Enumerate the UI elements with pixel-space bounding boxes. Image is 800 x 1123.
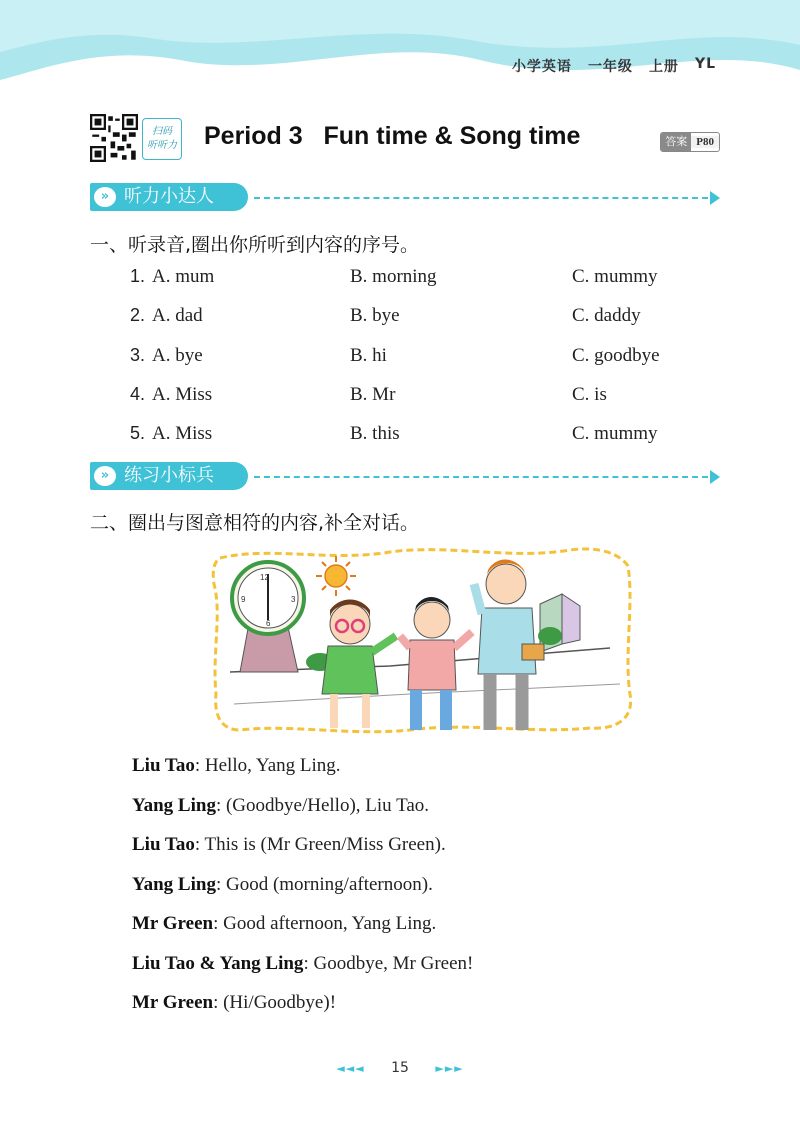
header-wave-decoration [0, 0, 800, 110]
question-number: 4. [130, 384, 146, 404]
banner-pill [90, 183, 248, 211]
chevron-icon: » [94, 466, 116, 486]
option-c[interactable]: C. mummy [572, 266, 658, 287]
option-b[interactable]: B. morning [350, 266, 437, 287]
dialogue-line [132, 755, 341, 777]
instruction-1: 一、听录音,圈出你所听到内容的序号。 [90, 234, 420, 256]
speaker-colon: : [194, 834, 205, 855]
page-title: Period 3 Fun time & Song time [204, 122, 581, 150]
question-number: 5. [130, 423, 146, 443]
page-number: 15 [391, 1060, 409, 1076]
instruction-2: 二、圈出与图意相符的内容,补全对话。 [90, 512, 420, 534]
banner-dashed-line [254, 476, 708, 478]
dialogue-line [132, 953, 473, 975]
dialogue-line [132, 795, 429, 817]
speaker-colon: : [303, 952, 314, 974]
banner-label: 练习小标兵 [124, 465, 214, 486]
speaker-colon: : [215, 794, 226, 816]
dialogue-line [132, 834, 446, 856]
dialogue-text[interactable]: This is (Mr Green/Miss Green). [204, 834, 446, 855]
edition-label: YL [694, 56, 716, 72]
option-a[interactable]: A. dad [152, 305, 203, 326]
arrow-right-icon [710, 191, 720, 205]
speaker-colon: : [213, 913, 224, 934]
banner-pill [90, 462, 248, 490]
chevron-icon: » [94, 187, 116, 207]
speaker-name: Liu Tao [132, 834, 195, 855]
illustration-greeting [210, 544, 636, 736]
arrow-right-icon [710, 470, 720, 484]
dialogue-line [132, 874, 433, 896]
dialogue-text[interactable]: Goodbye, Mr Green! [313, 952, 474, 974]
answer-badge [660, 132, 720, 152]
answer-page: P80 [691, 136, 719, 148]
speaker-name: Mr Green [132, 913, 214, 934]
option-b[interactable]: B. hi [350, 345, 387, 366]
speaker-name: Liu Tao [132, 755, 195, 776]
title-row [90, 114, 720, 170]
option-b[interactable]: B. bye [350, 305, 400, 326]
dialogue-text[interactable]: (Goodbye/Hello), Liu Tao. [225, 794, 430, 816]
question-number: 2. [130, 305, 146, 325]
question-row [130, 266, 690, 294]
subject-label: 小学英语 [511, 59, 572, 75]
dialogue-text[interactable]: Good afternoon, Yang Ling. [223, 913, 437, 934]
speaker-name: Mr Green [132, 992, 214, 1013]
option-c[interactable]: C. is [572, 384, 607, 405]
option-c[interactable]: C. daddy [572, 305, 641, 326]
dialogue-text[interactable]: Good (morning/afternoon). [225, 873, 433, 895]
header-info [512, 56, 716, 76]
speaker-name: Yang Ling [132, 873, 216, 895]
scan-top-label: 扫码 [152, 126, 172, 137]
qr-code-icon[interactable] [90, 114, 138, 162]
svg-text:6: 6 [266, 619, 271, 628]
option-a[interactable]: A. bye [152, 345, 203, 366]
question-number: 1. [130, 266, 146, 286]
page-footer [0, 1060, 800, 1076]
question-row [130, 423, 690, 451]
volume-label: 上册 [648, 59, 679, 75]
question-row [130, 305, 690, 333]
section-banner-practice [90, 462, 720, 492]
option-c[interactable]: C. goodbye [572, 345, 660, 366]
banner-dashed-line [254, 197, 708, 199]
next-arrows-icon: ►►► [435, 1062, 464, 1075]
dialogue-text[interactable]: Hello, Yang Ling. [204, 755, 341, 776]
prev-arrows-icon: ◄◄◄ [336, 1062, 365, 1075]
speaker-colon: : [194, 755, 205, 776]
question-row [130, 384, 690, 412]
option-b[interactable]: B. this [350, 423, 400, 444]
dialogue-text[interactable]: (Hi/Goodbye)! [223, 992, 337, 1013]
option-a[interactable]: A. mum [152, 266, 215, 287]
svg-text:9: 9 [241, 595, 246, 604]
scan-listen-badge[interactable] [142, 118, 182, 160]
svg-text:3: 3 [291, 595, 296, 604]
option-a[interactable]: A. Miss [152, 423, 213, 444]
dialogue-line [132, 992, 336, 1014]
section-banner-listening [90, 183, 720, 213]
speaker-colon: : [215, 873, 226, 895]
scan-bottom-label: 听听力 [147, 140, 177, 151]
svg-text:12: 12 [260, 573, 269, 582]
speaker-name: Yang Ling [132, 794, 216, 816]
speaker-name: Liu Tao & Yang Ling [132, 952, 304, 974]
question-row [130, 345, 690, 373]
grade-label: 一年级 [587, 59, 633, 75]
option-b[interactable]: B. Mr [350, 384, 396, 405]
question-number: 3. [130, 345, 146, 365]
option-c[interactable]: C. mummy [572, 423, 658, 444]
banner-label: 听力小达人 [124, 186, 214, 207]
speaker-colon: : [213, 992, 224, 1013]
answer-label: 答案 [661, 133, 691, 151]
dialogue-line [132, 913, 436, 935]
option-a[interactable]: A. Miss [152, 384, 213, 405]
